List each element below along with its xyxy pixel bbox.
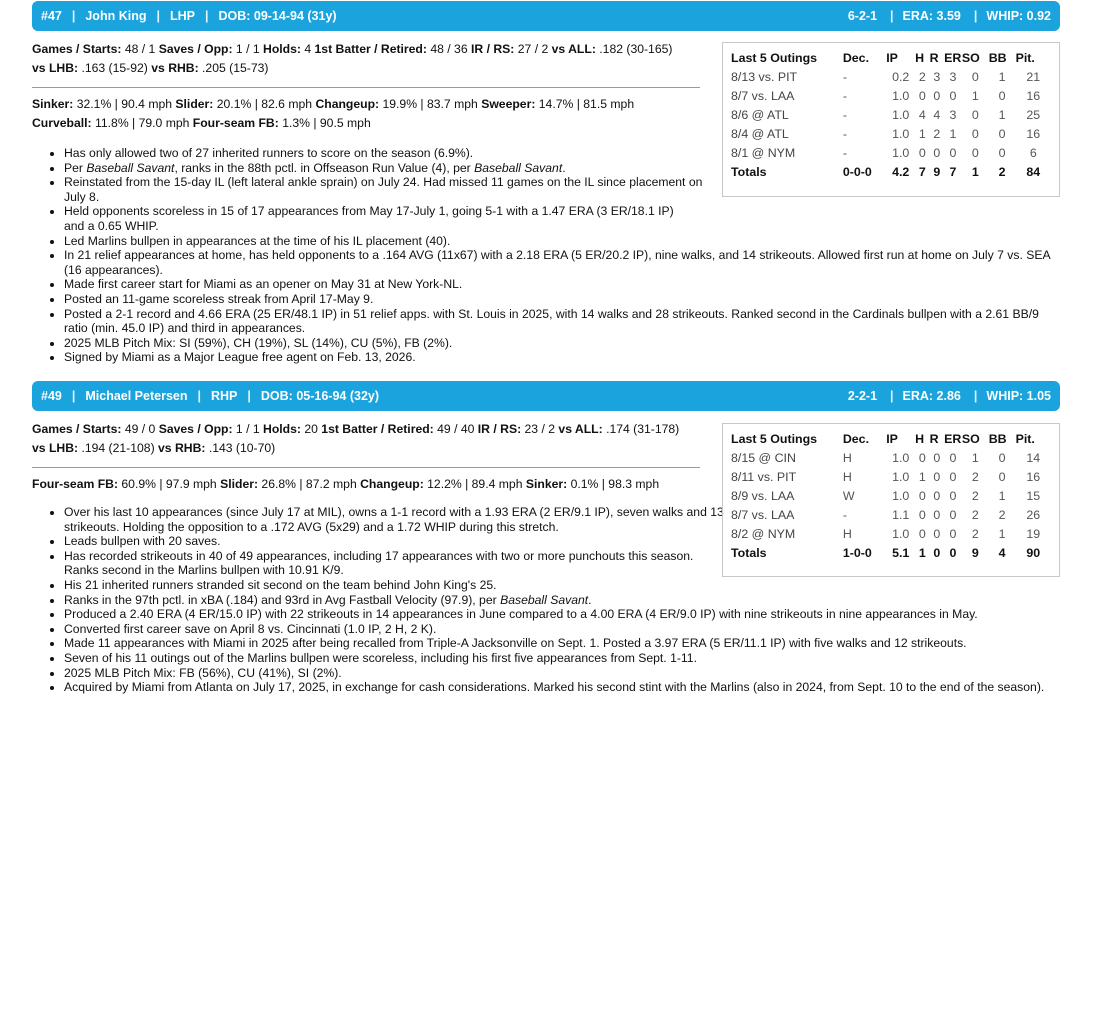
outing-stat: 16 bbox=[1026, 127, 1041, 141]
col-header: Pit. bbox=[1015, 432, 1035, 446]
ir-label: IR / RS: bbox=[477, 422, 522, 436]
first-batter-label: 1st Batter / Retired: bbox=[314, 42, 427, 56]
pitch-label: Changeup: bbox=[360, 477, 424, 491]
totals-stat: 0 bbox=[933, 546, 941, 560]
games-label: Games / Starts: bbox=[32, 42, 122, 56]
games-value: 49 / 0 bbox=[124, 422, 156, 436]
outing-stat: 4 bbox=[918, 108, 926, 122]
pitch-label: Sinker: bbox=[32, 97, 74, 111]
outing-stat: 0 bbox=[949, 451, 957, 465]
player-name: John King bbox=[85, 9, 147, 23]
ir-value: 27 / 2 bbox=[517, 42, 549, 56]
note-item: • Has only allowed two of 27 inherited runners to score on the season (6.9%). bbox=[64, 146, 704, 161]
vs-lhb-label: vs LHB: bbox=[32, 441, 79, 455]
outing-stat: 0.2 bbox=[892, 70, 910, 84]
pitch-label: Curveball: bbox=[32, 116, 92, 130]
divider: | bbox=[204, 9, 209, 23]
outing-stat: 1.0 bbox=[892, 527, 910, 541]
totals-label: Totals bbox=[731, 165, 767, 179]
note-item: • Ranks in the 97th pctl. in xBA (.184) and 93rd in Avg Fastball Velocity (97.9), per Baseball Savant. bbox=[64, 593, 1060, 608]
pitch-label: Four-seam FB: bbox=[32, 477, 118, 491]
outing-stat: 0 bbox=[918, 508, 926, 522]
table-row bbox=[723, 125, 1059, 144]
table-row bbox=[723, 449, 1059, 468]
note-item: • Made first career start for Miami as an opener on May 31 at New York-NL. bbox=[64, 277, 1060, 292]
player-record: 2-2-1 bbox=[847, 389, 878, 403]
outing-stat: 1.1 bbox=[892, 508, 910, 522]
note-item: • Held opponents scoreless in 15 of 17 appearances from May 17-July 1, going 5-1 with a 1.47 ERA (3 ER/18.1 IP) and a 0.65 WHIP. bbox=[64, 204, 694, 233]
outing-stat: 4 bbox=[933, 108, 941, 122]
games-label: Games / Starts: bbox=[32, 422, 122, 436]
player-banner bbox=[32, 1, 1060, 31]
outing-stat: 0 bbox=[998, 127, 1006, 141]
outing-stat: 0 bbox=[933, 527, 941, 541]
pitch-mix-line bbox=[32, 475, 700, 494]
note-item: • Produced a 2.40 ERA (4 ER/15.0 IP) with 22 strikeouts in 14 appearances in June compared to a 4.00 ERA (4 ER/9.0 IP) with nine strikeouts in nine appearances in May. bbox=[64, 607, 1060, 622]
player-summary bbox=[848, 9, 1051, 23]
note-item: • Converted first career save on April 8 vs. Cincinnati (1.0 IP, 2 H, 2 K). bbox=[64, 622, 1060, 637]
outing-stat: 1.0 bbox=[892, 89, 910, 103]
outing-stat: 19 bbox=[1026, 527, 1041, 541]
totals-stat: 9 bbox=[933, 165, 941, 179]
holds-value: 20 bbox=[304, 422, 318, 436]
outing-stat: H bbox=[842, 527, 852, 541]
first-batter-value: 49 / 40 bbox=[437, 422, 475, 436]
outing-stat: 2 bbox=[971, 489, 979, 503]
outing-stat: 0 bbox=[918, 146, 926, 160]
totals-stat: 1-0-0 bbox=[842, 546, 872, 560]
outing-stat: 0 bbox=[918, 89, 926, 103]
note-item: • Has recorded strikeouts in 40 of 49 appearances, including 17 appearances with two or more punchouts this season. Ranks second in the Marlins bullpen with 10.91 K/9. bbox=[64, 549, 704, 578]
player-banner bbox=[32, 381, 1060, 411]
player-identity bbox=[41, 389, 379, 403]
col-header: BB bbox=[988, 432, 1007, 446]
first-batter-label: 1st Batter / Retired: bbox=[321, 422, 434, 436]
outing-game: 8/13 vs. PIT bbox=[731, 70, 798, 84]
table-row bbox=[723, 144, 1059, 163]
outing-stat: 0 bbox=[949, 146, 957, 160]
player-card-petersen bbox=[32, 380, 1060, 710]
totals-stat: 9 bbox=[971, 546, 979, 560]
outing-stat: 0 bbox=[949, 470, 957, 484]
pitch-label: Sweeper: bbox=[481, 97, 536, 111]
col-header: H bbox=[915, 432, 925, 446]
outing-stat: 0 bbox=[971, 108, 979, 122]
note-item: • 2025 MLB Pitch Mix: SI (59%), CH (19%), SL (14%), CU (5%), FB (2%). bbox=[64, 336, 1060, 351]
outing-stat: 26 bbox=[1026, 508, 1041, 522]
divider: | bbox=[156, 9, 160, 23]
outing-game: 8/7 vs. LAA bbox=[731, 89, 795, 103]
outing-stat: 25 bbox=[1026, 108, 1041, 122]
outing-stat: - bbox=[842, 127, 847, 141]
pitch-value: 11.8% | 79.0 mph bbox=[95, 116, 190, 130]
outing-stat: 16 bbox=[1026, 470, 1041, 484]
col-header: ER bbox=[944, 432, 962, 446]
note-item: • Signed by Miami as a Major League free agent on Feb. 13, 2026. bbox=[64, 350, 1060, 365]
outing-stat: 21 bbox=[1026, 70, 1041, 84]
outing-stat: - bbox=[842, 146, 847, 160]
totals-stat: 5.1 bbox=[892, 546, 910, 560]
vs-rhb-label: vs RHB: bbox=[151, 61, 199, 75]
outing-stat: 2 bbox=[998, 508, 1006, 522]
outing-stat: 0 bbox=[918, 489, 926, 503]
note-item: • 2025 MLB Pitch Mix: FB (56%), CU (41%), SI (2%). bbox=[64, 666, 1060, 681]
stats-block bbox=[32, 420, 700, 494]
note-item: • Made 11 appearances with Miami in 2025 after being recalled from Triple-A Jacksonville on Sept. 1. Posted a 3.97 ERA (5 ER/11.1 IP) with five walks and 12 strikeouts. bbox=[64, 636, 1060, 651]
totals-stat: 0 bbox=[949, 546, 957, 560]
outing-stat: 0 bbox=[933, 146, 941, 160]
pitch-value: 0.1% | 98.3 mph bbox=[570, 477, 660, 491]
outing-game: 8/7 vs. LAA bbox=[731, 508, 795, 522]
pitch-label: Slider: bbox=[175, 97, 214, 111]
player-era: ERA: 2.86 bbox=[902, 389, 961, 403]
first-batter-value: 48 / 36 bbox=[430, 42, 468, 56]
outing-stat: 1.0 bbox=[892, 470, 910, 484]
totals-stat: 84 bbox=[1026, 165, 1041, 179]
holds-value: 4 bbox=[304, 42, 312, 56]
vs-rhb-value: .143 (10-70) bbox=[208, 441, 276, 455]
outing-stat: 3 bbox=[949, 108, 957, 122]
outing-stat: 2 bbox=[933, 127, 941, 141]
pitch-label: Slider: bbox=[220, 477, 259, 491]
outing-stat: 1 bbox=[998, 489, 1006, 503]
col-header: R bbox=[929, 432, 939, 446]
divider: | bbox=[973, 9, 978, 23]
player-number: #49 bbox=[41, 389, 62, 403]
outing-stat: 0 bbox=[998, 451, 1006, 465]
outing-stat: 0 bbox=[918, 527, 926, 541]
note-item: • Led Marlins bullpen in appearances at the time of his IL placement (40). bbox=[64, 234, 1060, 249]
stats-block bbox=[32, 40, 700, 133]
outing-stat: 0 bbox=[998, 470, 1006, 484]
holds-label: Holds: bbox=[263, 42, 301, 56]
vs-all-value: .182 (30-165) bbox=[599, 42, 673, 56]
col-header: ER bbox=[944, 51, 962, 65]
outing-stat: 1 bbox=[971, 89, 979, 103]
splits-line bbox=[32, 59, 700, 78]
vs-lhb-value: .194 (21-108) bbox=[81, 441, 155, 455]
saves-value: 1 / 1 bbox=[235, 422, 260, 436]
vs-rhb-value: .205 (15-73) bbox=[202, 61, 269, 75]
outing-stat: 0 bbox=[949, 508, 957, 522]
outing-stat: 0 bbox=[971, 127, 979, 141]
vs-all-label: vs ALL: bbox=[551, 42, 596, 56]
player-throws: RHP bbox=[211, 389, 238, 403]
player-identity bbox=[41, 9, 337, 23]
outing-stat: 1.0 bbox=[892, 451, 910, 465]
divider: | bbox=[71, 9, 76, 23]
outing-game: 8/6 @ ATL bbox=[731, 108, 789, 122]
saves-value: 1 / 1 bbox=[235, 42, 260, 56]
note-item: • His 21 inherited runners stranded sit second on the team behind John King's 25. bbox=[64, 578, 1060, 593]
col-header: R bbox=[929, 51, 939, 65]
games-value: 48 / 1 bbox=[124, 42, 156, 56]
player-whip: WHIP: 1.05 bbox=[986, 389, 1051, 403]
col-header: IP bbox=[886, 432, 898, 446]
col-header: IP bbox=[886, 51, 898, 65]
outing-stat: - bbox=[842, 89, 847, 103]
outing-stat: 1 bbox=[998, 70, 1006, 84]
outing-stat: 0 bbox=[998, 89, 1006, 103]
totals-stat: 7 bbox=[949, 165, 957, 179]
totals-stat: 0-0-0 bbox=[842, 165, 872, 179]
outing-stat: 0 bbox=[971, 70, 979, 84]
last-5-outings-table bbox=[722, 42, 1060, 197]
outing-stat: 0 bbox=[933, 508, 941, 522]
outing-stat: 1 bbox=[998, 527, 1006, 541]
totals-row bbox=[723, 163, 1059, 182]
outing-stat: 2 bbox=[971, 470, 979, 484]
note-item: • Posted an 11-game scoreless streak from April 17-May 9. bbox=[64, 292, 1060, 307]
player-throws: LHP bbox=[169, 9, 195, 23]
pitch-label: Four-seam FB: bbox=[192, 116, 279, 130]
pitch-value: 12.2% | 89.4 mph bbox=[427, 477, 523, 491]
note-item: • Acquired by Miami from Atlanta on July 17, 2025, in exchange for cash considerations. Marked his second stint with the Marlins (also in 2024, from Sept. 10 to the end of the season). bbox=[64, 680, 1060, 695]
totals-stat: 4 bbox=[998, 546, 1006, 560]
player-name: Michael Petersen bbox=[85, 389, 188, 403]
table-header-row bbox=[723, 428, 1059, 449]
player-whip: WHIP: 0.92 bbox=[986, 9, 1051, 23]
ir-value: 23 / 2 bbox=[524, 422, 556, 436]
note-item: • Posted a 2-1 record and 4.66 ERA (25 ER/48.1 IP) in 51 relief apps. with St. Louis in 2025, with 14 walks and 28 strikeouts. Ranked second in the Cardinals bullpen with a 2.61 BB/9 ratio (min. 45.0 IP) and third in appearances. bbox=[64, 307, 1060, 336]
pitch-value: 26.8% | 87.2 mph bbox=[261, 477, 357, 491]
outing-stat: 1 bbox=[918, 470, 926, 484]
table-row bbox=[723, 487, 1059, 506]
divider: | bbox=[247, 389, 251, 403]
vs-all-value: .174 (31-178) bbox=[606, 422, 680, 436]
outing-stat: 3 bbox=[933, 70, 941, 84]
totals-label: Totals bbox=[731, 546, 767, 560]
outing-stat: 1.0 bbox=[892, 489, 910, 503]
totals-stat: 90 bbox=[1026, 546, 1041, 560]
pitch-mix-line bbox=[32, 95, 700, 114]
vs-rhb-label: vs RHB: bbox=[158, 441, 206, 455]
pitch-value: 20.1% | 82.6 mph bbox=[216, 97, 313, 111]
divider-line bbox=[32, 87, 700, 88]
divider-line bbox=[32, 467, 700, 468]
col-header: SO bbox=[961, 51, 980, 65]
outing-game: 8/1 @ NYM bbox=[731, 146, 796, 160]
table-row bbox=[723, 106, 1059, 125]
outing-stat: 2 bbox=[918, 70, 926, 84]
player-dob: DOB: 09-14-94 (31y) bbox=[218, 9, 337, 23]
vs-lhb-value: .163 (15-92) bbox=[81, 61, 148, 75]
note-item: • Reinstated from the 15-day IL (left lateral ankle sprain) on July 24. Had missed 11 games on the IL since placement on July 8. bbox=[64, 175, 704, 204]
player-card-king bbox=[32, 0, 1060, 370]
divider: | bbox=[71, 389, 76, 403]
outing-stat: 0 bbox=[933, 470, 941, 484]
outing-stat: 1 bbox=[971, 451, 979, 465]
outing-stat: H bbox=[842, 451, 852, 465]
divider: | bbox=[890, 389, 894, 403]
outing-stat: - bbox=[842, 70, 847, 84]
pitch-value: 19.9% | 83.7 mph bbox=[382, 97, 478, 111]
outing-stat: - bbox=[842, 508, 847, 522]
outing-stat: - bbox=[842, 108, 847, 122]
col-header: Dec. bbox=[842, 51, 870, 65]
divider: | bbox=[973, 389, 978, 403]
outing-stat: 0 bbox=[949, 489, 957, 503]
outing-game: 8/15 @ CIN bbox=[731, 451, 796, 465]
stats-line bbox=[32, 40, 700, 59]
divider: | bbox=[890, 9, 894, 23]
table-row bbox=[723, 506, 1059, 525]
outing-stat: 3 bbox=[949, 70, 957, 84]
outing-stat: 1 bbox=[918, 127, 926, 141]
totals-stat: 1 bbox=[971, 165, 979, 179]
note-item: • In 21 relief appearances at home, has held opponents to a .164 AVG (11x67) with a 2.18 ERA (5 ER/20.2 IP), nine walks, and 14 strikeouts. Allowed first run at home on July 7 vs. SEA (16 appearances). bbox=[64, 248, 1060, 277]
outing-stat: 14 bbox=[1026, 451, 1041, 465]
outing-stat: 6 bbox=[1029, 146, 1037, 160]
outing-stat: 0 bbox=[933, 451, 941, 465]
outing-game: 8/2 @ NYM bbox=[731, 527, 796, 541]
pitch-value: 14.7% | 81.5 mph bbox=[538, 97, 635, 111]
outing-game: 8/11 vs. PIT bbox=[731, 470, 797, 484]
outing-stat: 0 bbox=[933, 489, 941, 503]
pitch-value: 60.9% | 97.9 mph bbox=[121, 477, 217, 491]
outing-stat: 1.0 bbox=[892, 108, 910, 122]
player-dob: DOB: 05-16-94 (32y) bbox=[260, 389, 380, 403]
table-header-row bbox=[723, 47, 1059, 68]
outing-stat: 1 bbox=[949, 127, 957, 141]
outing-stat: 0 bbox=[971, 146, 979, 160]
table-row bbox=[723, 68, 1059, 87]
pitch-mix-line bbox=[32, 114, 700, 133]
player-number: #47 bbox=[41, 9, 62, 23]
table-row bbox=[723, 525, 1059, 544]
totals-stat: 7 bbox=[918, 165, 926, 179]
stats-line bbox=[32, 420, 700, 439]
col-header: Pit. bbox=[1015, 51, 1035, 65]
table-row bbox=[723, 468, 1059, 487]
ir-label: IR / RS: bbox=[471, 42, 515, 56]
totals-row bbox=[723, 544, 1059, 563]
outing-stat: 1.0 bbox=[892, 127, 910, 141]
outing-stat: H bbox=[842, 470, 852, 484]
col-header: Dec. bbox=[842, 432, 870, 446]
outing-stat: 1.0 bbox=[892, 146, 910, 160]
outing-stat: 0 bbox=[933, 89, 941, 103]
note-item: • Seven of his 11 outings out of the Marlins bullpen were scoreless, including his first five appearances from Sept. 1-11. bbox=[64, 651, 1060, 666]
totals-stat: 1 bbox=[918, 546, 926, 560]
vs-all-label: vs ALL: bbox=[558, 422, 603, 436]
splits-line bbox=[32, 439, 700, 458]
vs-lhb-label: vs LHB: bbox=[32, 61, 79, 75]
note-item: • Over his last 10 appearances (since July 17 at MIL), owns a 1-1 record with a 1.93 ERA (2 ER/9.1 IP), seven walks and 13 strikeouts. Holding the opposition to a .172 AVG (5x29) and a 1.72 WHIP during this stretch. bbox=[64, 505, 732, 534]
note-item: • Per Baseball Savant, ranks in the 88th pctl. in Offseason Run Value (4), per Baseball Savant. bbox=[64, 161, 704, 176]
outing-stat: 0 bbox=[918, 451, 926, 465]
divider: | bbox=[197, 389, 201, 403]
outing-stat: 0 bbox=[949, 527, 957, 541]
note-item: • Leads bullpen with 20 saves. bbox=[64, 534, 1060, 549]
col-header: BB bbox=[988, 51, 1007, 65]
col-header: SO bbox=[961, 432, 980, 446]
outing-stat: 15 bbox=[1026, 489, 1041, 503]
player-record: 6-2-1 bbox=[847, 9, 878, 23]
pitch-value: 1.3% | 90.5 mph bbox=[282, 116, 371, 130]
saves-label: Saves / Opp: bbox=[158, 422, 233, 436]
totals-stat: 4.2 bbox=[892, 165, 910, 179]
player-era: ERA: 3.59 bbox=[902, 9, 961, 23]
totals-stat: 2 bbox=[998, 165, 1006, 179]
outing-stat: 0 bbox=[949, 89, 957, 103]
pitch-label: Sinker: bbox=[525, 477, 568, 491]
outing-game: 8/4 @ ATL bbox=[731, 127, 789, 141]
saves-label: Saves / Opp: bbox=[158, 42, 233, 56]
outing-stat: W bbox=[842, 489, 855, 503]
col-header: Last 5 Outings bbox=[731, 432, 818, 446]
outing-stat: 16 bbox=[1026, 89, 1041, 103]
col-header: H bbox=[915, 51, 925, 65]
holds-label: Holds: bbox=[263, 422, 301, 436]
player-summary bbox=[848, 389, 1051, 403]
pitch-value: 32.1% | 90.4 mph bbox=[76, 97, 173, 111]
outing-stat: 2 bbox=[971, 527, 979, 541]
outing-game: 8/9 vs. LAA bbox=[731, 489, 795, 503]
outing-stat: 0 bbox=[998, 146, 1006, 160]
pitch-label: Changeup: bbox=[315, 97, 380, 111]
col-header: Last 5 Outings bbox=[731, 51, 818, 65]
outing-stat: 1 bbox=[998, 108, 1006, 122]
outing-stat: 2 bbox=[971, 508, 979, 522]
last-5-outings-table bbox=[722, 423, 1060, 577]
table-row bbox=[723, 87, 1059, 106]
